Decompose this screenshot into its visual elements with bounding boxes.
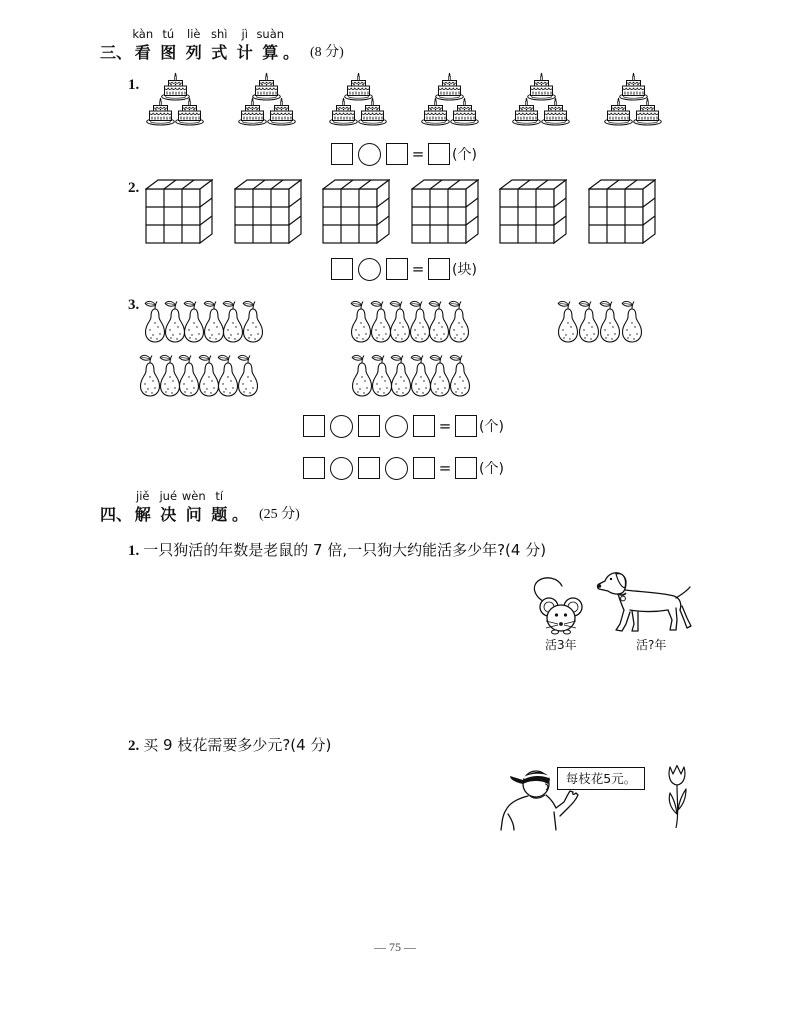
question-1 [128,541,546,560]
cake-icon [146,97,175,126]
cake-icon [633,97,662,126]
dog-icon [596,568,692,636]
heading-end-mark [283,26,305,63]
score-label: (25 分) [259,507,300,522]
result-box[interactable] [428,143,450,165]
answer-box[interactable] [386,258,408,280]
cake-group [329,72,389,128]
cube-block-icon [234,179,302,244]
result-box[interactable] [455,457,477,479]
heading-end-mark [232,488,254,525]
equals-sign: = [411,260,425,278]
heading-char: 决 [160,505,177,524]
ruby-char [156,26,182,63]
heading-char: 问 [185,505,202,524]
unit-label: (个) [479,419,504,435]
answer-box[interactable] [303,457,325,479]
answer-box[interactable] [358,415,380,437]
ruby-char [207,26,233,63]
section4-heading [100,488,300,525]
heading-score [259,488,300,525]
pinyin: jiě [136,489,150,503]
heading-char: 算 [262,43,279,62]
heading-char: 计 [236,43,253,62]
heading-score [310,26,344,63]
cake-icon [541,97,570,126]
answer-box[interactable] [413,415,435,437]
pear-icon [237,351,259,397]
problem-2-number: 2. [128,180,140,196]
ruby-char [130,26,156,63]
pinyin: tí [215,489,224,503]
pinyin: tú [162,27,175,41]
equals-sign: = [411,145,425,163]
ruby-char [232,26,258,63]
cake-icon [421,97,450,126]
period-mark: 。 [232,505,249,524]
pinyin: liè [187,27,201,41]
result-box[interactable] [455,415,477,437]
heading-char: 题 [211,505,228,524]
ruby-char [181,488,207,525]
problem-3-number: 3. [128,297,140,313]
question-number: 1. [128,543,140,559]
speech-bubble: 每枝花5元。 [557,767,645,790]
pinyin: jì [241,27,248,41]
cake-group [421,72,481,128]
problem-1-number: 1. [128,77,140,93]
pear-icon [621,297,643,343]
section3-heading [100,26,344,63]
page-number: — 75 — [374,940,416,954]
unit-label: (块) [452,262,477,278]
mouse-caption: 活3年 [545,638,577,652]
question-text: 一只狗活的年数是老鼠的 7 倍,一只狗大约能活多少年?(4 分) [143,541,547,559]
operator-circle[interactable] [330,457,353,480]
pinyin: wèn [181,489,206,503]
operator-circle[interactable] [385,415,408,438]
section-number: 三、 [100,43,133,62]
cube-block-icon [322,179,390,244]
section-number: 四、 [100,505,133,524]
unit-label: (个) [479,461,504,477]
unit-label: (个) [452,147,477,163]
question-text: 买 9 枝花需要多少元?(4 分) [143,736,332,754]
pear-icon [599,297,621,343]
heading-char: 式 [211,43,228,62]
answer-box[interactable] [358,457,380,479]
cube-block-icon [145,179,213,244]
operator-circle[interactable] [358,258,381,281]
pear-icon [242,297,264,343]
equation-row-2 [331,257,477,281]
mouse-icon [526,574,592,636]
heading-char: 列 [185,43,202,62]
ruby-char [207,488,233,525]
ruby-char [156,488,182,525]
pear-icon [449,351,471,397]
equals-sign: = [438,417,452,435]
heading-prefix [100,488,133,525]
pinyin: kàn [132,27,154,41]
cake-group [146,72,206,128]
pear-icon [578,297,600,343]
equation-row-1 [331,142,477,166]
pinyin: suàn [256,27,285,41]
operator-circle[interactable] [330,415,353,438]
question-2 [128,736,331,755]
cake-icon [450,97,479,126]
tulip-icon [662,764,692,830]
cake-icon [358,97,387,126]
period-mark: 。 [283,43,300,62]
cube-block-icon [499,179,567,244]
cake-icon [604,97,633,126]
question-number: 2. [128,738,140,754]
cube-block-icon [588,179,656,244]
answer-box[interactable] [413,457,435,479]
pear-icon [448,297,470,343]
dog-caption: 活?年 [636,638,667,652]
heading-prefix [100,26,133,63]
result-box[interactable] [428,258,450,280]
score-label: (8 分) [310,45,344,60]
equation-row-3b [303,456,504,480]
ruby-char [258,26,284,63]
heading-char: 图 [160,43,177,62]
heading-char: 解 [134,505,151,524]
ruby-char [181,26,207,63]
answer-box[interactable] [331,258,353,280]
answer-box[interactable] [331,143,353,165]
answer-box[interactable] [303,415,325,437]
pear-icon [557,297,579,343]
operator-circle[interactable] [358,143,381,166]
heading-char: 看 [134,43,151,62]
cake-group [604,72,664,128]
cake-icon [175,97,204,126]
pinyin: jué [159,489,178,503]
operator-circle[interactable] [385,457,408,480]
equals-sign: = [438,459,452,477]
cake-group [238,72,298,128]
equation-row-3a [303,414,504,438]
cake-icon [329,97,358,126]
cake-icon [267,97,296,126]
cube-block-icon [411,179,479,244]
cake-group [512,72,572,128]
cake-icon [238,97,267,126]
answer-box[interactable] [386,143,408,165]
cake-icon [512,97,541,126]
pinyin: shì [211,27,228,41]
ruby-char [130,488,156,525]
